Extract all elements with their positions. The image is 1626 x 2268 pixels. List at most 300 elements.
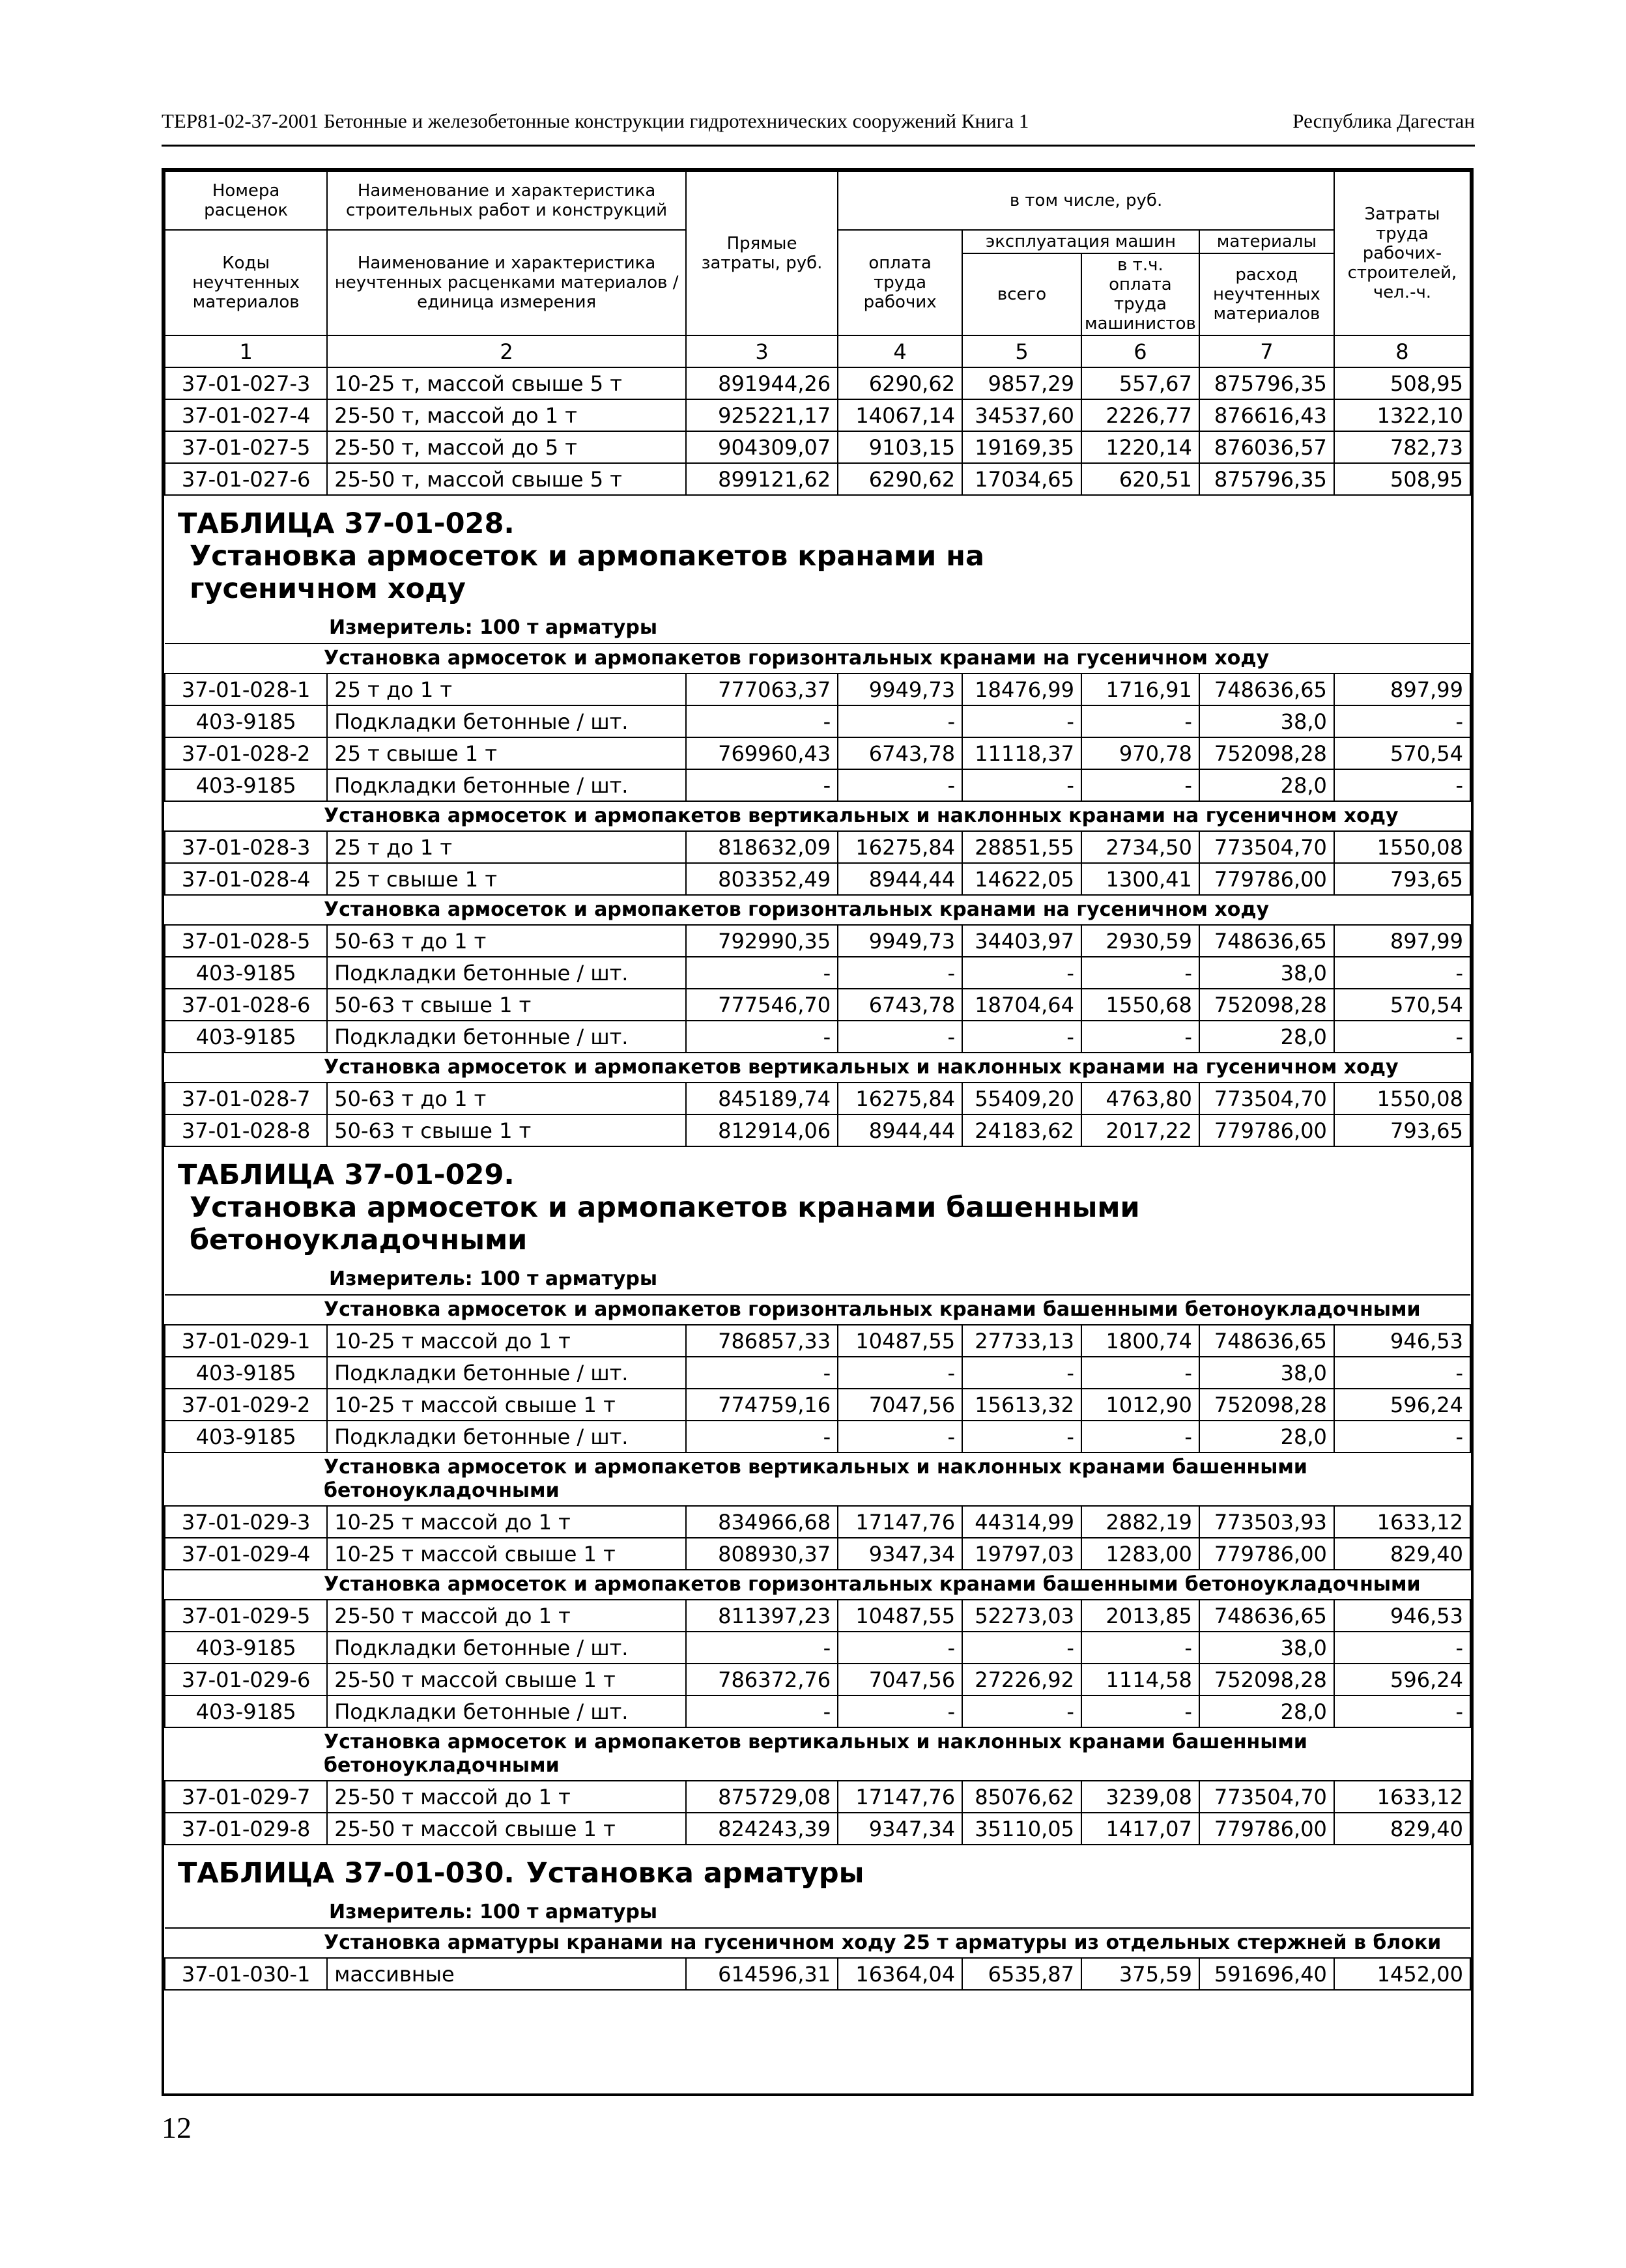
direct-cost: 786857,33 [686, 1325, 838, 1357]
rate-code: 37-01-030-1 [165, 1958, 327, 1990]
table-row [165, 1600, 1470, 1632]
direct-cost: 891944,26 [686, 367, 838, 399]
machinist-pay: 1550,68 [1081, 989, 1199, 1021]
column-index-row [165, 335, 1470, 367]
direct-cost: - [686, 1421, 838, 1453]
labor-pay: 9347,34 [838, 1538, 962, 1570]
labor-hours: 946,53 [1334, 1325, 1470, 1357]
direct-cost: 834966,68 [686, 1506, 838, 1538]
rate-code: 37-01-028-3 [165, 831, 327, 863]
work-name: Подкладки бетонные / шт. [327, 705, 686, 737]
material-cost: 28,0 [1199, 1421, 1334, 1453]
section-caption-row [165, 1146, 1470, 1263]
machinist-pay: 4763,80 [1081, 1083, 1199, 1114]
labor-pay: 6290,62 [838, 367, 962, 399]
table-row [165, 463, 1470, 495]
machine-total: 19169,35 [962, 431, 1081, 463]
labor-hours: - [1334, 1421, 1470, 1453]
col-head-4: оплата труда рабочих [838, 230, 962, 335]
col-head-materials: материалы [1199, 230, 1334, 253]
rate-code: 403-9185 [165, 769, 327, 801]
work-name: 25 т свыше 1 т [327, 863, 686, 895]
material-cost: 779786,00 [1199, 1813, 1334, 1845]
rate-code: 37-01-027-6 [165, 463, 327, 495]
machine-total: 28851,55 [962, 831, 1081, 863]
table-row [165, 1958, 1470, 1990]
col-head-8: Затраты труда рабочих-строителей, чел.-ч. [1334, 171, 1470, 335]
machine-total: - [962, 1021, 1081, 1053]
price-table [164, 171, 1471, 1991]
rate-code: 403-9185 [165, 1632, 327, 1664]
direct-cost: 899121,62 [686, 463, 838, 495]
direct-cost: - [686, 769, 838, 801]
labor-pay: - [838, 1357, 962, 1389]
work-name: 25-50 т массой свыше 1 т [327, 1813, 686, 1845]
col-head-5: всего [962, 253, 1081, 335]
labor-hours: 1452,00 [1334, 1958, 1470, 1990]
work-name: массивные [327, 1958, 686, 1990]
group-title-row [165, 1727, 1470, 1781]
group-title: Установка армосеток и армопакетов вертикальных и наклонных кранами на гусеничном ходу [165, 1053, 1470, 1083]
header-region: Республика Дагестан [1292, 109, 1475, 132]
labor-pay: 16275,84 [838, 831, 962, 863]
labor-pay: 16275,84 [838, 1083, 962, 1114]
table-row [165, 831, 1470, 863]
labor-pay: 9347,34 [838, 1813, 962, 1845]
rate-code: 37-01-029-8 [165, 1813, 327, 1845]
work-name: 10-25 т, массой свыше 5 т [327, 367, 686, 399]
direct-cost: 818632,09 [686, 831, 838, 863]
direct-cost: - [686, 957, 838, 989]
machinist-pay: 1800,74 [1081, 1325, 1199, 1357]
table-title: Установка армосеток и армопакетов кранами башенными бетоноукладочными [190, 1191, 1140, 1256]
machinist-pay: - [1081, 1021, 1199, 1053]
work-name: 50-63 т до 1 т [327, 925, 686, 957]
labor-hours: - [1334, 1357, 1470, 1389]
machine-total: 24183,62 [962, 1114, 1081, 1146]
labor-pay: - [838, 1421, 962, 1453]
machine-total: - [962, 705, 1081, 737]
col-head-machines: эксплуатация машин [962, 230, 1199, 253]
work-name: 25-50 т массой до 1 т [327, 1600, 686, 1632]
direct-cost: 875729,08 [686, 1781, 838, 1813]
material-cost: 28,0 [1199, 1695, 1334, 1727]
machine-total: 18704,64 [962, 989, 1081, 1021]
group-title: Установка армосеток и армопакетов горизонтальных кранами башенными бетоноукладочными [165, 1570, 1470, 1600]
rate-code: 37-01-028-6 [165, 989, 327, 1021]
machine-total: 19797,03 [962, 1538, 1081, 1570]
work-name: 25 т свыше 1 т [327, 737, 686, 769]
labor-hours: 1633,12 [1334, 1506, 1470, 1538]
labor-pay: - [838, 957, 962, 989]
machine-total: 18476,99 [962, 673, 1081, 705]
machinist-pay: 2882,19 [1081, 1506, 1199, 1538]
machinist-pay: 1220,14 [1081, 431, 1199, 463]
labor-pay: 8944,44 [838, 1114, 962, 1146]
machine-total: 55409,20 [962, 1083, 1081, 1114]
col-head-1a: Номера расценок [165, 171, 327, 230]
rate-code: 37-01-028-1 [165, 673, 327, 705]
machinist-pay: 2930,59 [1081, 925, 1199, 957]
labor-hours: 570,54 [1334, 737, 1470, 769]
direct-cost: 824243,39 [686, 1813, 838, 1845]
table-row [165, 989, 1470, 1021]
section-caption [165, 1845, 1470, 1896]
direct-cost: 786372,76 [686, 1664, 838, 1695]
rate-code: 403-9185 [165, 705, 327, 737]
col-index: 8 [1334, 335, 1470, 367]
machine-total: 17034,65 [962, 463, 1081, 495]
header-rule [162, 145, 1475, 147]
material-cost: 876036,57 [1199, 431, 1334, 463]
section-caption [165, 495, 1470, 612]
table-row [165, 1021, 1470, 1053]
table-row [165, 431, 1470, 463]
work-name: Подкладки бетонные / шт. [327, 1021, 686, 1053]
labor-hours: 782,73 [1334, 431, 1470, 463]
material-cost: 38,0 [1199, 1632, 1334, 1664]
rate-code: 403-9185 [165, 957, 327, 989]
section-caption-row [165, 1845, 1470, 1896]
rate-code: 37-01-029-7 [165, 1781, 327, 1813]
group-title-row [165, 1570, 1470, 1600]
table-row [165, 1357, 1470, 1389]
labor-hours: 1322,10 [1334, 399, 1470, 431]
machine-total: 27733,13 [962, 1325, 1081, 1357]
work-name: 50-63 т до 1 т [327, 1083, 686, 1114]
price-table-frame [162, 168, 1474, 2096]
labor-hours: 829,40 [1334, 1813, 1470, 1845]
labor-hours: - [1334, 957, 1470, 989]
machine-total: 34403,97 [962, 925, 1081, 957]
work-name: 10-25 т массой до 1 т [327, 1506, 686, 1538]
machine-total: - [962, 1357, 1081, 1389]
labor-pay: 17147,76 [838, 1506, 962, 1538]
work-name: Подкладки бетонные / шт. [327, 957, 686, 989]
col-index: 5 [962, 335, 1081, 367]
table-row [165, 1421, 1470, 1453]
table-row [165, 957, 1470, 989]
group-title-row [165, 1053, 1470, 1083]
material-cost: 875796,35 [1199, 463, 1334, 495]
material-cost: 748636,65 [1199, 1325, 1334, 1357]
col-head-3: Прямые затраты, руб. [686, 171, 838, 335]
labor-pay: 10487,55 [838, 1325, 962, 1357]
labor-hours: 793,65 [1334, 863, 1470, 895]
table-row [165, 1114, 1470, 1146]
material-cost: 779786,00 [1199, 1538, 1334, 1570]
machine-total: - [962, 1695, 1081, 1727]
labor-hours: - [1334, 1632, 1470, 1664]
table-row [165, 737, 1470, 769]
group-title: Установка армосеток и армопакетов вертикальных и наклонных кранами башенными бетоноукладочными [165, 1727, 1470, 1781]
work-name: 10-25 т массой свыше 1 т [327, 1538, 686, 1570]
group-title: Установка арматуры кранами на гусеничном ходу 25 т арматуры из отдельных стержней в блоки [165, 1928, 1470, 1958]
section-measure: Измеритель: 100 т арматуры [165, 1263, 1470, 1295]
work-name: Подкладки бетонные / шт. [327, 769, 686, 801]
machine-total: 34537,60 [962, 399, 1081, 431]
group-title: Установка армосеток и армопакетов горизонтальных кранами башенными бетоноукладочными [165, 1295, 1470, 1325]
col-head-2b: Наименование и характеристика неучтенных расценками материалов / единица измерения [327, 230, 686, 335]
section-measure: Измеритель: 100 т арматуры [165, 1896, 1470, 1928]
material-cost: 773504,70 [1199, 831, 1334, 863]
labor-pay: - [838, 1695, 962, 1727]
work-name: 25-50 т, массой до 1 т [327, 399, 686, 431]
rate-code: 37-01-028-4 [165, 863, 327, 895]
labor-pay: - [838, 705, 962, 737]
col-index: 3 [686, 335, 838, 367]
machine-total: 9857,29 [962, 367, 1081, 399]
group-title-row [165, 1295, 1470, 1325]
labor-pay: 9103,15 [838, 431, 962, 463]
machinist-pay: 2017,22 [1081, 1114, 1199, 1146]
col-head-6: в т.ч. оплата труда машинистов [1081, 253, 1199, 335]
table-row [165, 1664, 1470, 1695]
machinist-pay: 1012,90 [1081, 1389, 1199, 1421]
labor-hours: 596,24 [1334, 1389, 1470, 1421]
direct-cost: 792990,35 [686, 925, 838, 957]
material-cost: 876616,43 [1199, 399, 1334, 431]
labor-hours: 1550,08 [1334, 831, 1470, 863]
table-row [165, 399, 1470, 431]
rate-code: 37-01-028-5 [165, 925, 327, 957]
labor-pay: 9949,73 [838, 925, 962, 957]
machine-total: 15613,32 [962, 1389, 1081, 1421]
col-index: 2 [327, 335, 686, 367]
table-row [165, 1325, 1470, 1357]
machinist-pay: - [1081, 705, 1199, 737]
labor-hours: - [1334, 769, 1470, 801]
labor-pay: 10487,55 [838, 1600, 962, 1632]
direct-cost: - [686, 1021, 838, 1053]
material-cost: 748636,65 [1199, 1600, 1334, 1632]
material-cost: 38,0 [1199, 1357, 1334, 1389]
page-number: 12 [162, 2111, 192, 2144]
machinist-pay: 970,78 [1081, 737, 1199, 769]
machinist-pay: 557,67 [1081, 367, 1199, 399]
col-index: 7 [1199, 335, 1334, 367]
table-row [165, 1083, 1470, 1114]
machine-total: 85076,62 [962, 1781, 1081, 1813]
machinist-pay: - [1081, 1695, 1199, 1727]
labor-pay: 16364,04 [838, 1958, 962, 1990]
group-title-row [165, 1928, 1470, 1958]
material-cost: 748636,65 [1199, 925, 1334, 957]
work-name: 25-50 т массой свыше 1 т [327, 1664, 686, 1695]
labor-pay: - [838, 1021, 962, 1053]
group-title: Установка армосеток и армопакетов вертикальных и наклонных кранами башенными бетоноукладочными [165, 1453, 1470, 1506]
work-name: 25-50 т, массой свыше 5 т [327, 463, 686, 495]
machinist-pay: 1300,41 [1081, 863, 1199, 895]
material-cost: 779786,00 [1199, 1114, 1334, 1146]
table-header-row [165, 171, 1470, 230]
direct-cost: 774759,16 [686, 1389, 838, 1421]
table-title: Установка арматуры [526, 1857, 864, 1890]
labor-pay: 9949,73 [838, 673, 962, 705]
material-cost: 752098,28 [1199, 1389, 1334, 1421]
material-cost: 773504,70 [1199, 1781, 1334, 1813]
material-cost: 28,0 [1199, 769, 1334, 801]
material-cost: 773504,70 [1199, 1083, 1334, 1114]
table-row [165, 769, 1470, 801]
rate-code: 37-01-029-4 [165, 1538, 327, 1570]
table-row [165, 925, 1470, 957]
machinist-pay: 1114,58 [1081, 1664, 1199, 1695]
table-row [165, 1695, 1470, 1727]
material-cost: 28,0 [1199, 1021, 1334, 1053]
col-head-1b: Коды неучтенных материалов [165, 230, 327, 335]
machine-total: - [962, 769, 1081, 801]
machinist-pay: - [1081, 1632, 1199, 1664]
machine-total: 11118,37 [962, 737, 1081, 769]
col-index: 6 [1081, 335, 1199, 367]
group-title-row [165, 895, 1470, 925]
machine-total: 14622,05 [962, 863, 1081, 895]
machinist-pay: 1283,00 [1081, 1538, 1199, 1570]
rate-code: 403-9185 [165, 1695, 327, 1727]
table-number: ТАБЛИЦА 37-01-029. [178, 1159, 515, 1191]
rate-code: 37-01-029-5 [165, 1600, 327, 1632]
labor-hours: 508,95 [1334, 463, 1470, 495]
material-cost: 38,0 [1199, 957, 1334, 989]
group-title: Установка армосеток и армопакетов горизонтальных кранами на гусеничном ходу [165, 644, 1470, 673]
table-row [165, 1813, 1470, 1845]
rate-code: 403-9185 [165, 1357, 327, 1389]
work-name: 10-25 т массой свыше 1 т [327, 1389, 686, 1421]
machine-total: 35110,05 [962, 1813, 1081, 1845]
labor-pay: 17147,76 [838, 1781, 962, 1813]
direct-cost: 808930,37 [686, 1538, 838, 1570]
table-row [165, 1389, 1470, 1421]
table-number: ТАБЛИЦА 37-01-028. [178, 507, 515, 540]
rate-code: 37-01-027-3 [165, 367, 327, 399]
header-title: ТЕР81-02-37-2001 Бетонные и железобетонные конструкции гидротехнических сооружений Книга 1 [162, 109, 1029, 132]
machine-total: - [962, 957, 1081, 989]
labor-pay: 6743,78 [838, 989, 962, 1021]
machinist-pay: 620,51 [1081, 463, 1199, 495]
machine-total: 52273,03 [962, 1600, 1081, 1632]
measure-row [165, 612, 1470, 644]
work-name: 25 т до 1 т [327, 673, 686, 705]
rate-code: 37-01-029-6 [165, 1664, 327, 1695]
material-cost: 779786,00 [1199, 863, 1334, 895]
table-row [165, 863, 1470, 895]
rate-code: 403-9185 [165, 1021, 327, 1053]
direct-cost: 904309,07 [686, 431, 838, 463]
col-index: 1 [165, 335, 327, 367]
machinist-pay: 3239,08 [1081, 1781, 1199, 1813]
rate-code: 37-01-028-2 [165, 737, 327, 769]
labor-hours: 946,53 [1334, 1600, 1470, 1632]
direct-cost: - [686, 1357, 838, 1389]
machinist-pay: 2226,77 [1081, 399, 1199, 431]
table-row [165, 1781, 1470, 1813]
machinist-pay: 1417,07 [1081, 1813, 1199, 1845]
work-name: 10-25 т массой до 1 т [327, 1325, 686, 1357]
labor-hours: 508,95 [1334, 367, 1470, 399]
labor-pay: 6743,78 [838, 737, 962, 769]
material-cost: 752098,28 [1199, 989, 1334, 1021]
work-name: 25-50 т, массой до 5 т [327, 431, 686, 463]
labor-pay: - [838, 1632, 962, 1664]
rate-code: 37-01-028-7 [165, 1083, 327, 1114]
direct-cost: - [686, 705, 838, 737]
rate-code: 37-01-028-8 [165, 1114, 327, 1146]
labor-pay: 7047,56 [838, 1389, 962, 1421]
rate-code: 37-01-029-2 [165, 1389, 327, 1421]
work-name: 25-50 т массой до 1 т [327, 1781, 686, 1813]
direct-cost: 777546,70 [686, 989, 838, 1021]
material-cost: 773503,93 [1199, 1506, 1334, 1538]
machine-total: 27226,92 [962, 1664, 1081, 1695]
direct-cost: 769960,43 [686, 737, 838, 769]
machine-total: - [962, 1421, 1081, 1453]
machinist-pay: - [1081, 1357, 1199, 1389]
rate-code: 403-9185 [165, 1421, 327, 1453]
labor-hours: - [1334, 705, 1470, 737]
machinist-pay: 375,59 [1081, 1958, 1199, 1990]
table-row [165, 1506, 1470, 1538]
group-title: Установка армосеток и армопакетов вертикальных и наклонных кранами на гусеничном ходу [165, 801, 1470, 831]
labor-hours: 897,99 [1334, 925, 1470, 957]
col-head-2a: Наименование и характеристика строительных работ и конструкций [327, 171, 686, 230]
material-cost: 38,0 [1199, 705, 1334, 737]
col-head-7: расход неучтенных материалов [1199, 253, 1334, 335]
direct-cost: 803352,49 [686, 863, 838, 895]
work-name: 50-63 т свыше 1 т [327, 989, 686, 1021]
rate-code: 37-01-029-3 [165, 1506, 327, 1538]
price-table-body [165, 171, 1470, 1990]
labor-hours: 570,54 [1334, 989, 1470, 1021]
machine-total: - [962, 1632, 1081, 1664]
labor-hours: 897,99 [1334, 673, 1470, 705]
machine-total: 44314,99 [962, 1506, 1081, 1538]
table-row [165, 705, 1470, 737]
group-title-row [165, 644, 1470, 673]
labor-hours: 596,24 [1334, 1664, 1470, 1695]
group-title-row [165, 1453, 1470, 1506]
machinist-pay: 2013,85 [1081, 1600, 1199, 1632]
work-name: 50-63 т свыше 1 т [327, 1114, 686, 1146]
table-row [165, 367, 1470, 399]
rate-code: 37-01-027-4 [165, 399, 327, 431]
table-title: Установка армосеток и армопакетов кранами на гусеничном ходу [190, 540, 984, 605]
machinist-pay: - [1081, 769, 1199, 801]
labor-pay: - [838, 769, 962, 801]
col-head-incl: в том числе, руб. [838, 171, 1334, 230]
section-measure: Измеритель: 100 т арматуры [165, 612, 1470, 644]
direct-cost: 845189,74 [686, 1083, 838, 1114]
direct-cost: - [686, 1632, 838, 1664]
work-name: Подкладки бетонные / шт. [327, 1695, 686, 1727]
labor-hours: 829,40 [1334, 1538, 1470, 1570]
work-name: 25 т до 1 т [327, 831, 686, 863]
rate-code: 37-01-027-5 [165, 431, 327, 463]
labor-pay: 7047,56 [838, 1664, 962, 1695]
table-row [165, 1538, 1470, 1570]
table-number: ТАБЛИЦА 37-01-030. [178, 1857, 515, 1890]
machinist-pay: 2734,50 [1081, 831, 1199, 863]
material-cost: 752098,28 [1199, 737, 1334, 769]
measure-row [165, 1896, 1470, 1928]
labor-hours: - [1334, 1021, 1470, 1053]
material-cost: 748636,65 [1199, 673, 1334, 705]
machinist-pay: 1716,91 [1081, 673, 1199, 705]
labor-pay: 6290,62 [838, 463, 962, 495]
machinist-pay: - [1081, 957, 1199, 989]
col-index: 4 [838, 335, 962, 367]
rate-code: 37-01-029-1 [165, 1325, 327, 1357]
